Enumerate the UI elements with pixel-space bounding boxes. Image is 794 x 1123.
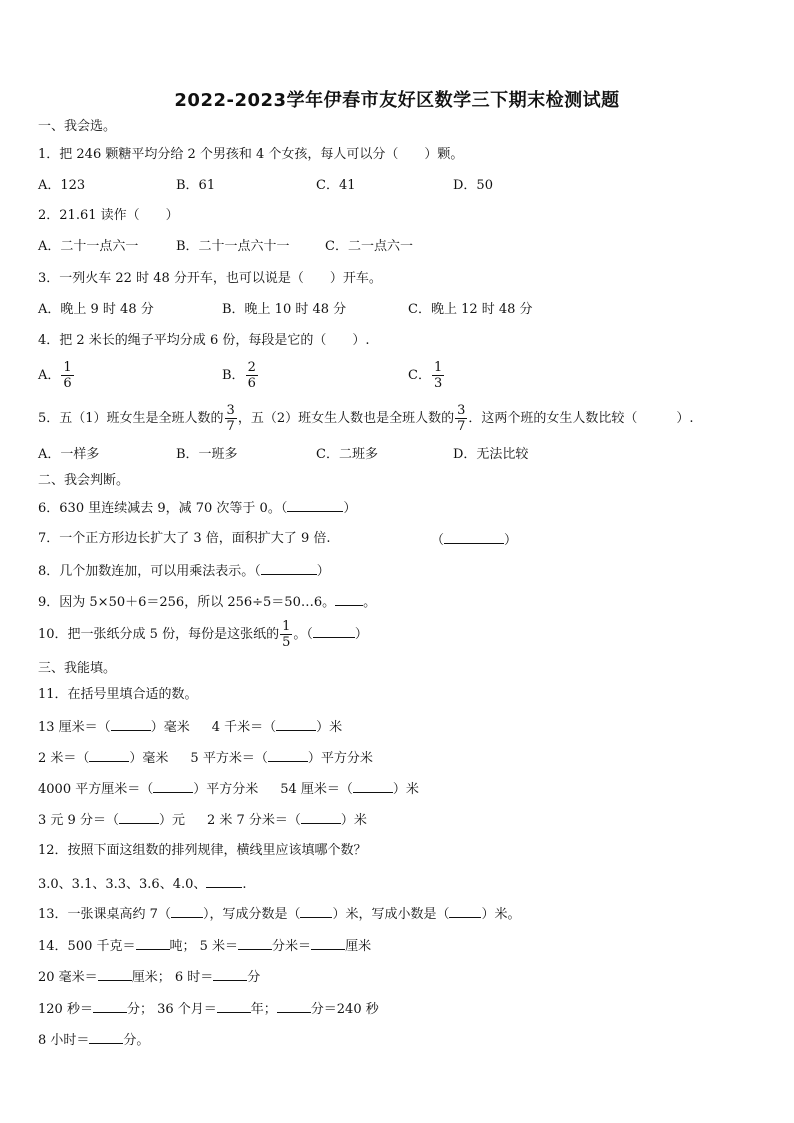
answer-blank[interactable] — [153, 779, 193, 793]
section-heading-choice: 一、我会选。 — [38, 119, 117, 134]
q11-r1-text-4: ）米 — [316, 720, 343, 735]
answer-blank[interactable] — [261, 561, 317, 575]
q3-option-b: B．晚上 10 时 48 分 — [222, 302, 347, 317]
q11-row-3 — [38, 779, 419, 799]
q14-line-4 — [38, 1030, 149, 1050]
fraction-numerator: 3 — [457, 403, 466, 418]
q5-fraction-1 — [225, 403, 237, 434]
q5-fraction-2 — [455, 403, 467, 434]
q12-end: . — [242, 877, 247, 892]
q3-option-a: A．晚上 9 时 48 分 — [38, 302, 154, 317]
answer-blank[interactable] — [89, 1030, 123, 1044]
q13-text-3: ）米，写成小数是（ — [332, 907, 450, 922]
answer-blank[interactable] — [98, 967, 132, 981]
q5-text-1: 5．五（1）班女生是全班人数的 — [38, 411, 224, 426]
question-4: 4．把 2 米长的绳子平均分成 6 份，每段是它的（ ）. — [38, 333, 370, 348]
q11-row-1 — [38, 717, 342, 737]
answer-blank[interactable] — [119, 810, 159, 824]
q1-option-a: A．123 — [38, 178, 86, 193]
answer-blank[interactable] — [353, 779, 393, 793]
q4-option-a — [38, 360, 75, 391]
answer-blank[interactable] — [335, 592, 363, 606]
q5-option-a: A．一样多 — [38, 447, 100, 462]
q5-text-3: ．这两个班的女生人数比较（ ）. — [468, 411, 694, 426]
q13-text-1: 13．一张课桌高约 7（ — [38, 907, 171, 922]
q11-r1-text-2: ）毫米 — [150, 720, 190, 735]
answer-blank[interactable] — [276, 717, 316, 731]
question-12: 12．按照下面这组数的排列规律，横线里应该填哪个数？ — [38, 843, 367, 858]
q4-option-c-label: C． — [408, 368, 431, 383]
fraction-numerator: 3 — [226, 403, 235, 418]
answer-blank[interactable] — [93, 999, 127, 1013]
q5-text-2: ，五（2）班女生人数也是全班人数的 — [237, 411, 455, 426]
answer-blank[interactable] — [111, 717, 151, 731]
q1-option-d: D．50 — [453, 178, 493, 193]
answer-blank[interactable] — [89, 748, 129, 762]
q11-r2-text-3: 5 平方米＝（ — [190, 751, 268, 766]
q11-row-2 — [38, 748, 373, 768]
q14-l3-text-1: 120 秒＝ — [38, 1002, 93, 1017]
q2-option-b: B．二十一点六十一 — [176, 239, 290, 254]
q5-option-d: D．无法比较 — [453, 447, 529, 462]
q1-option-c: C．41 — [316, 178, 356, 193]
q14-l3-text-4: 分＝240 秒 — [310, 1002, 379, 1017]
question-10 — [38, 619, 368, 650]
q2-option-a: A．二十一点六一 — [38, 239, 139, 254]
q7-text: 7．一个正方形边长扩大了 3 倍，面积扩大了 9 倍. — [38, 531, 331, 546]
q7-answer — [431, 530, 517, 550]
q11-r4-text-3: 2 米 7 分米＝（ — [206, 813, 301, 828]
q11-r4-text-4: ）米 — [340, 813, 367, 828]
q4-option-b-fraction — [246, 360, 258, 391]
question-7 — [38, 530, 330, 548]
answer-blank[interactable] — [444, 530, 504, 544]
q12-seq-text: 3.0、3.1、3.3、3.6、4.0、 — [38, 877, 207, 892]
question-9 — [38, 592, 376, 612]
q14-line-2 — [38, 967, 260, 987]
q14-l1-text-2: 吨； 5 米＝ — [169, 939, 239, 954]
q11-r2-text-2: ）毫米 — [129, 751, 169, 766]
q14-line-3 — [38, 999, 379, 1019]
q14-l3-text-3: 年； — [250, 1002, 277, 1017]
q11-r2-text-4: ）平方分米 — [307, 751, 373, 766]
answer-blank[interactable] — [300, 904, 332, 918]
q14-l3-text-2: 分； 36 个月＝ — [126, 1002, 217, 1017]
q14-l2-text-1: 20 毫米＝ — [38, 970, 98, 985]
answer-blank[interactable] — [171, 904, 203, 918]
q4-option-a-label: A． — [38, 368, 61, 383]
q4-option-c — [408, 360, 445, 391]
question-13 — [38, 904, 521, 924]
answer-blank[interactable] — [311, 936, 345, 950]
question-14 — [38, 936, 371, 956]
q11-r3-text-4: ）米 — [392, 782, 419, 797]
q10-text-1: 10．把一张纸分成 5 份，每份是这张纸的 — [38, 627, 280, 642]
q11-r4-text-1: 3 元 9 分＝（ — [38, 813, 119, 828]
question-1: 1．把 246 颗糖平均分给 2 个男孩和 4 个女孩，每人可以分（ ）颗。 — [38, 147, 464, 162]
q4-option-c-fraction — [432, 360, 444, 391]
q11-r2-text-1: 2 米＝（ — [38, 751, 90, 766]
fraction-denominator: 3 — [433, 376, 443, 391]
q11-r3-text-1: 4000 平方厘米＝（ — [38, 782, 154, 797]
fraction-denominator: 6 — [63, 376, 72, 391]
answer-blank[interactable] — [136, 936, 170, 950]
q4-option-a-fraction — [61, 360, 73, 391]
q5-option-c: C．二班多 — [316, 447, 378, 462]
q14-l1-text-4: 厘米 — [345, 939, 372, 954]
q3-option-c: C．晚上 12 时 48 分 — [408, 302, 533, 317]
question-8 — [38, 561, 330, 581]
q7-close-paren: ） — [504, 533, 518, 548]
answer-blank[interactable] — [217, 999, 251, 1013]
section-heading-judge: 二、我会判断。 — [38, 473, 130, 488]
q13-text-2: ），写成分数是（ — [202, 907, 301, 922]
fraction-denominator: 7 — [457, 419, 466, 434]
q10-fraction — [280, 619, 292, 650]
q6-close-paren: ） — [343, 501, 357, 516]
q11-r1-text-3: 4 千米＝（ — [211, 720, 277, 735]
fraction-numerator: 1 — [433, 360, 443, 375]
fraction-denominator: 5 — [282, 635, 291, 650]
q4-option-b-label: B． — [222, 368, 245, 383]
q14-l1-text-3: 分米＝ — [272, 939, 312, 954]
q8-text: 8．几个加数连加，可以用乘法表示。（ — [38, 564, 261, 579]
q8-close-paren: ） — [316, 564, 330, 579]
q12-sequence — [38, 874, 247, 894]
q1-option-b: B．61 — [176, 178, 216, 193]
q13-text-4: ）米。 — [481, 907, 521, 922]
q9-end: 。 — [363, 595, 377, 610]
q11-r3-text-3: 54 厘米＝（ — [280, 782, 353, 797]
answer-blank[interactable] — [449, 904, 481, 918]
answer-blank[interactable] — [206, 874, 242, 888]
q2-option-c: C．二一点六一 — [325, 239, 413, 254]
q14-l2-text-2: 厘米； 6 时＝ — [131, 970, 214, 985]
answer-blank[interactable] — [287, 498, 343, 512]
q14-l4-text-1: 8 小时＝ — [38, 1033, 90, 1048]
q10-close-paren: ） — [354, 627, 368, 642]
answer-blank[interactable] — [301, 810, 341, 824]
answer-blank[interactable] — [313, 624, 355, 638]
fraction-numerator: 1 — [282, 619, 291, 634]
section-heading-fill: 三、我能填。 — [38, 661, 117, 676]
answer-blank[interactable] — [238, 936, 272, 950]
q6-text: 6．630 里连续减去 9，减 70 次等于 0。（ — [38, 501, 288, 516]
q4-option-b — [222, 360, 259, 391]
q7-open-paren: （ — [431, 533, 445, 548]
q11-row-4 — [38, 810, 367, 830]
q11-r3-text-2: ）平方分米 — [193, 782, 259, 797]
question-11: 11．在括号里填合适的数。 — [38, 687, 198, 702]
fraction-denominator: 7 — [226, 419, 235, 434]
fraction-denominator: 6 — [247, 376, 256, 391]
question-6 — [38, 498, 356, 518]
q14-l4-text-2: 分。 — [123, 1033, 150, 1048]
fraction-numerator: 1 — [63, 360, 72, 375]
answer-blank[interactable] — [268, 748, 308, 762]
answer-blank[interactable] — [213, 967, 247, 981]
q9-text: 9．因为 5×50＋6＝256，所以 256÷5＝50…6。 — [38, 595, 336, 610]
q14-l2-text-3: 分 — [247, 970, 261, 985]
answer-blank[interactable] — [277, 999, 311, 1013]
fraction-numerator: 2 — [247, 360, 256, 375]
page-title: 2022-2023学年伊春市友好区数学三下期末检测试题 — [174, 90, 620, 111]
question-3: 3．一列火车 22 时 48 分开车，也可以说是（ ）开车。 — [38, 271, 382, 286]
q11-r4-text-2: ）元 — [158, 813, 185, 828]
question-2: 2．21.61 读作（ ） — [38, 208, 179, 223]
q5-option-b: B．一班多 — [176, 447, 238, 462]
q14-l1-text-1: 14．500 千克＝ — [38, 939, 136, 954]
q10-text-2: 。（ — [293, 627, 313, 642]
q11-r1-text-1: 13 厘米＝（ — [38, 720, 111, 735]
question-5 — [38, 403, 694, 434]
